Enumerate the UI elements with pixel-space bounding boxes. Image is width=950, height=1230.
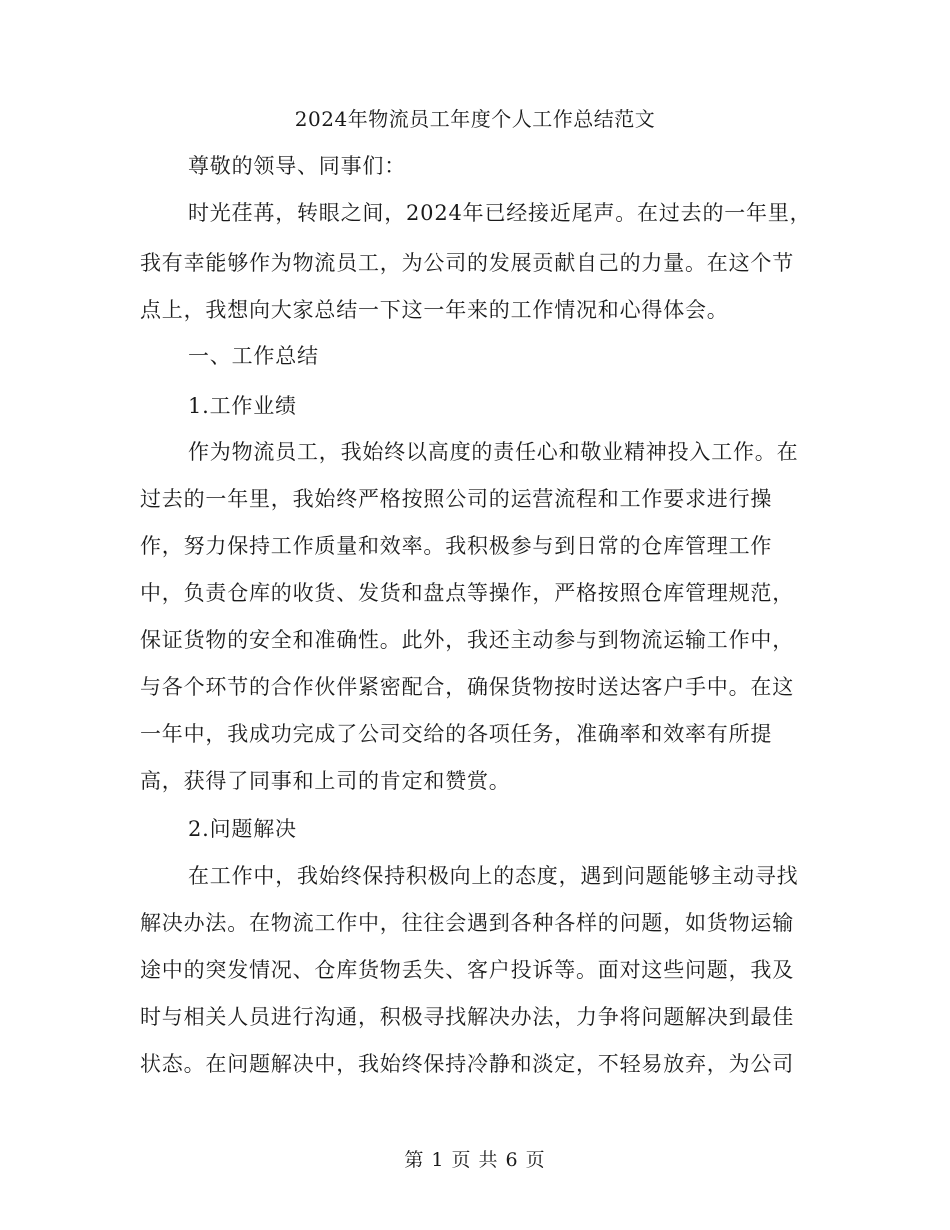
body-line: 与各个环节的合作伙伴紧密配合，确保货物按时送达客户手中。在这 [140, 675, 794, 699]
body-line: 我有幸能够作为物流员工，为公司的发展贡献自己的力量。在这个节 [140, 251, 794, 275]
body-line: 一年中，我成功完成了公司交给的各项任务，准确率和效率有所提 [140, 722, 773, 746]
subsection-heading: 2.问题解决 [188, 817, 297, 841]
body-line: 途中的突发情况、仓库货物丢失、客户投诉等。面对这些问题，我及 [140, 958, 794, 982]
body-line: 点上，我想向大家总结一下这一年来的工作情况和心得体会。 [140, 298, 729, 322]
page-number-footer: 第 1 页 共 6 页 [404, 1149, 546, 1171]
salutation: 尊敬的领导、同事们： [188, 154, 406, 178]
body-line: 作为物流员工，我始终以高度的责任心和敬业精神投入工作。在 [188, 440, 799, 464]
body-line: 解决办法。在物流工作中，往往会遇到各种各样的问题，如货物运输 [140, 911, 794, 935]
body-line: 时光荏苒，转眼之间，2024年已经接近尾声。在过去的一年里， [188, 201, 812, 225]
document-title: 2024年物流员工年度个人工作总结范文 [294, 107, 656, 131]
section-heading: 一、工作总结 [188, 344, 319, 368]
body-line: 中，负责仓库的收货、发货和盘点等操作，严格按照仓库管理规范， [140, 581, 794, 605]
body-line: 时与相关人员进行沟通，积极寻找解决办法，力争将问题解决到最佳 [140, 1005, 794, 1029]
body-line: 高，获得了同事和上司的肯定和赞赏。 [140, 769, 511, 793]
body-line: 保证货物的安全和准确性。此外，我还主动参与到物流运输工作中， [140, 628, 794, 652]
body-line: 过去的一年里，我始终严格按照公司的运营流程和工作要求进行操 [140, 487, 773, 511]
body-line: 在工作中，我始终保持积极向上的态度，遇到问题能够主动寻找 [188, 864, 799, 888]
subsection-heading: 1.工作业绩 [188, 394, 297, 418]
body-line: 状态。在问题解决中，我始终保持冷静和淡定，不轻易放弃，为公司 [140, 1052, 794, 1076]
body-line: 作，努力保持工作质量和效率。我积极参与到日常的仓库管理工作 [140, 534, 773, 558]
